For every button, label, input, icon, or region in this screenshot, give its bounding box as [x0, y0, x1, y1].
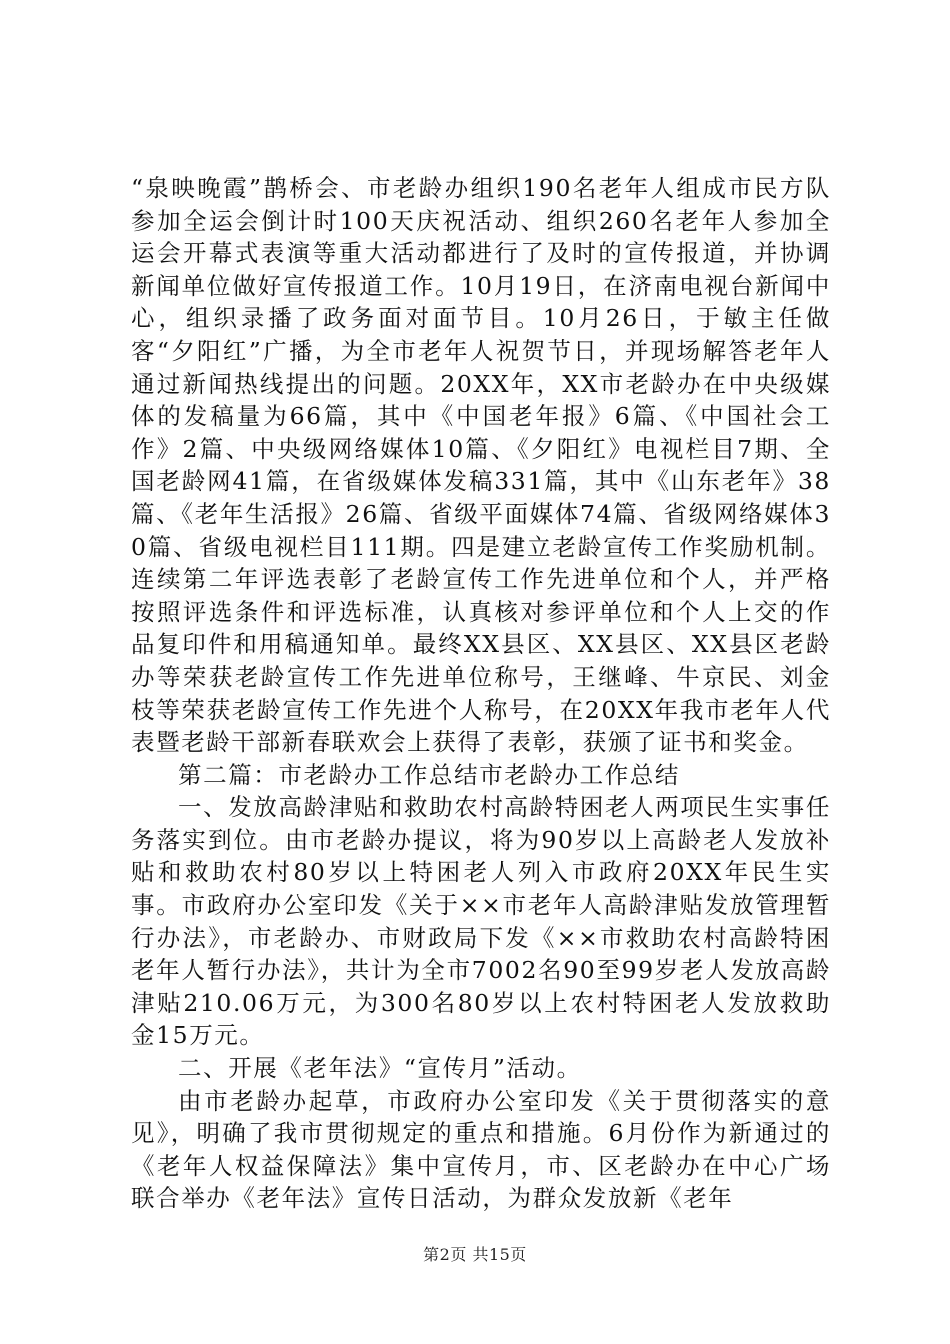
paragraph-publicity-report: “泉映晚霞”鹊桥会、市老龄办组织190名老年人组成市民方队参加全运会倒计时100天庆祝活动、组织260名老年人参加全运会开幕式表演等重大活动都进行了及时的宣传报道，并协调新闻单位做好宣传报道工作。10月19日，在济南电视台新闻中心，组织录播了政务面对面节目。10月26日，于敏主任做客“夕阳红”广播，为全市老年人祝贺节日，并现场解答老年人通过新闻热线提出的问题。20XX年，XX市老龄办在中央级媒体的发稿量为66篇，其中《中国老年报》6篇、《中国社会工作》2篇、中央级网络媒体10篇、《夕阳红》电视栏目7期、全国老龄网41篇，在省级媒体发稿331篇，其中《山东老年》38篇、《老年生活报》26篇、省级平面媒体74篇、省级网络媒体30篇、省级电视栏目111期。四是建立老龄宣传工作奖励机制。连续第二年评选表彰了老龄宣传工作先进单位和个人，并严格按照评选条件和评选标准，认真核对参评单位和个人上交的作品复印件和用稿通知单。最终XX县区、XX县区、XX县区老龄办等荣获老龄宣传工作先进单位称号，王继峰、牛京民、刘金枝等荣获老龄宣传工作先进个人称号，在20XX年我市老年人代表暨老龄干部新春联欢会上获得了表彰，获颁了证书和奖金。 [131, 174, 831, 757]
paragraph-section-title: 第二篇：市老龄办工作总结市老龄办工作总结 [178, 760, 680, 789]
page-number-footer: 第2页 共15页 [423, 1245, 527, 1264]
paragraph-subsidy-item: 一、发放高龄津贴和救助农村高龄特困老人两项民生实事任务落实到位。由市老龄办提议，将为90岁以上高龄老人发放补贴和救助农村80岁以上特困老人列入市政府20XX年民生实事。市政府办公室印发《关于××市老年人高龄津贴发放管理暂行办法》，市老龄办、市财政局下发《××市救助农村高龄特困老年人暂行办法》，共计为全市7002名90至99岁老人发放高龄津贴210.06万元，为300名80岁以上农村特困老人发放救助金15万元。 [131, 793, 831, 1050]
paragraph-law-month-heading: 二、开展《老年法》“宣传月”活动。 [178, 1054, 582, 1083]
paragraph-law-month-body: 由市老龄办起草，市政府办公室印发《关于贯彻落实的意见》，明确了我市贯彻规定的重点和措施。6月份作为新通过的《老年人权益保障法》集中宣传月，市、区老龄办在中心广场联合举办《老年法》宣传日活动，为群众发放新《老年 [131, 1086, 831, 1213]
document-body [131, 172, 831, 1215]
